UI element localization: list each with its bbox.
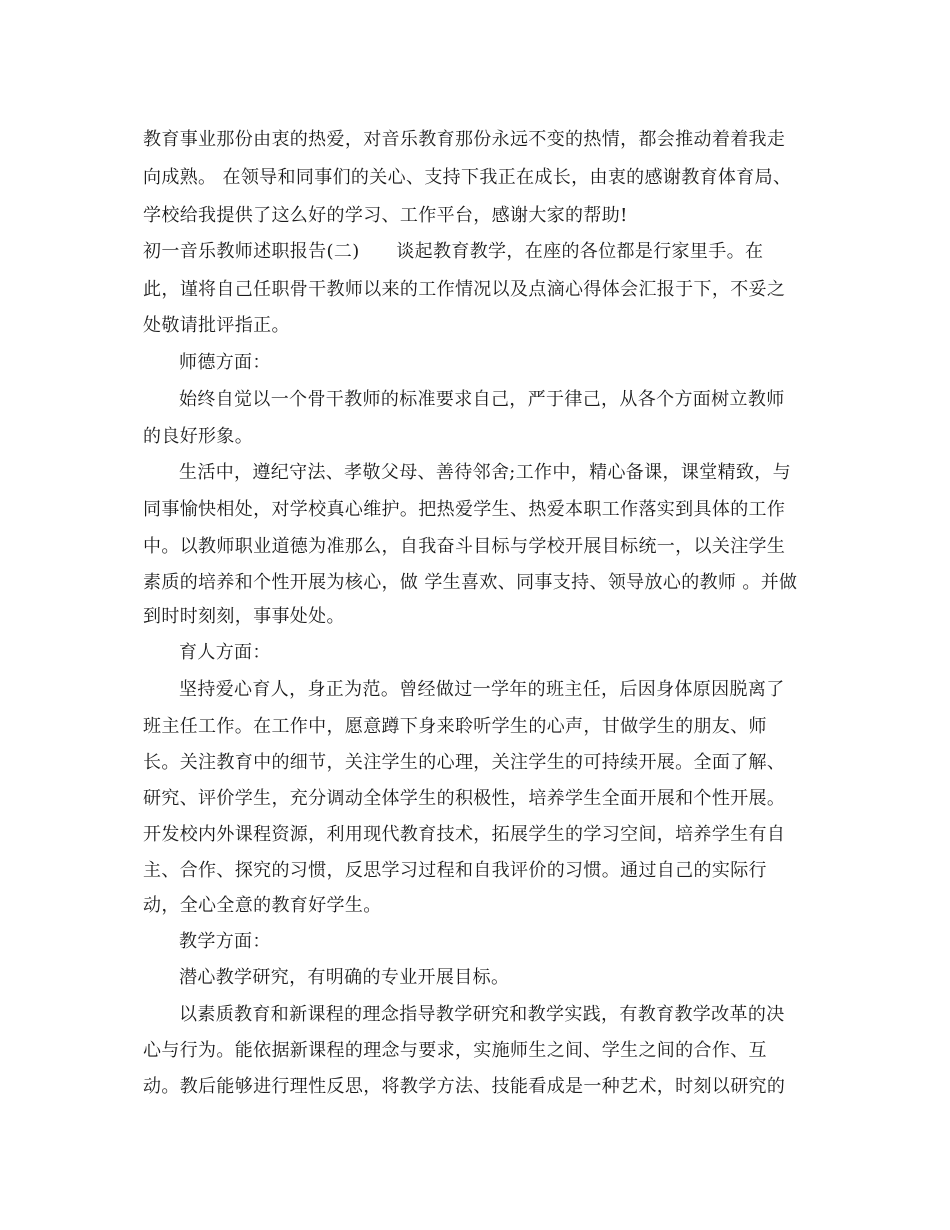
subheading-ethics: 师德方面： [179,352,271,373]
text-line: 中。以教师职业道德为准那么，自我奋斗目标与学校开展目标统一，以关注学生 [143,536,786,557]
text-line: 此，谨将自己任职骨干教师以来的工作情况以及点滴心得体会汇报于下，不妥之 [143,279,786,300]
text-line: 动。教后能够进行理性反思，将教学方法、技能看成是一种艺术，时刻以研究的 [143,1076,786,1097]
text-line: 到时时刻刻，事事处处。 [143,606,345,627]
text-line: 学校给我提供了这么好的学习、工作平台，感谢大家的帮助! [143,205,628,226]
text-line: 坚持爱心育人，身正为范。曾经做过一学年的班主任，后因身体原因脱离了 [179,679,785,700]
text-line: 以素质教育和新课程的理念指导教学研究和教学实践，有教育教学改革的决 [179,1004,785,1025]
text-line: 教育事业那份由衷的热爱，对音乐教育那份永远不变的热情，都会推动着着我走 [143,129,786,150]
text-line: 素质的培养和个性开展为核心，做 学生喜欢、同事支持、领导放心的教师 。并做 [143,572,798,593]
text-line: 班主任工作。在工作中，愿意蹲下身来聆听学生的心声，甘做学生的朋友、师 [143,716,767,737]
text-line: 心与行为。能依据新课程的理念与要求，实施师生之间、学生之间的合作、互 [143,1040,767,1061]
text-line: 开发校内外课程资源，利用现代教育技术，拓展学生的学习空间，培养学生有自 [143,824,786,845]
text-line: 研究、评价学生，充分调动全体学生的积极性，培养学生全面开展和个性开展。 [143,788,786,809]
text-line: 主、合作、探究的习惯，反思学习过程和自我评价的习惯。通过自己的实际行 [143,860,767,881]
text-line: 处敬请批评指正。 [143,315,290,336]
text-line: 动，全心全意的教育好学生。 [143,895,382,916]
text-line: 始终自觉以一个骨干教师的标准要求自己，严于律己，从各个方面树立教师 [179,389,785,410]
text-line: 生活中，遵纪守法、孝敬父母、善待邻舍;工作中，精心备课，课堂精致，与 [179,462,791,483]
subheading-teaching: 教学方面： [179,931,271,952]
subheading-education: 育人方面： [179,642,271,663]
text-line: 潜心教学研究，有明确的专业开展目标。 [179,967,510,988]
section-heading-line: 初一音乐教师述职报告(二) 谈起教育教学，在座的各位都是行家里手。在 [143,241,764,262]
text-line: 的良好形象。 [143,426,254,447]
text-line: 同事愉快相处，对学校真心维护。把热爱学生、热爱本职工作落实到具体的工作 [143,499,786,520]
text-line: 向成熟。 在领导和同事们的关心、支持下我正在成长，由衷的感谢教育体育局、 [143,167,792,188]
text-line: 长。关注教育中的细节，关注学生的心理，关注学生的可持续开展。全面了解、 [143,752,786,773]
